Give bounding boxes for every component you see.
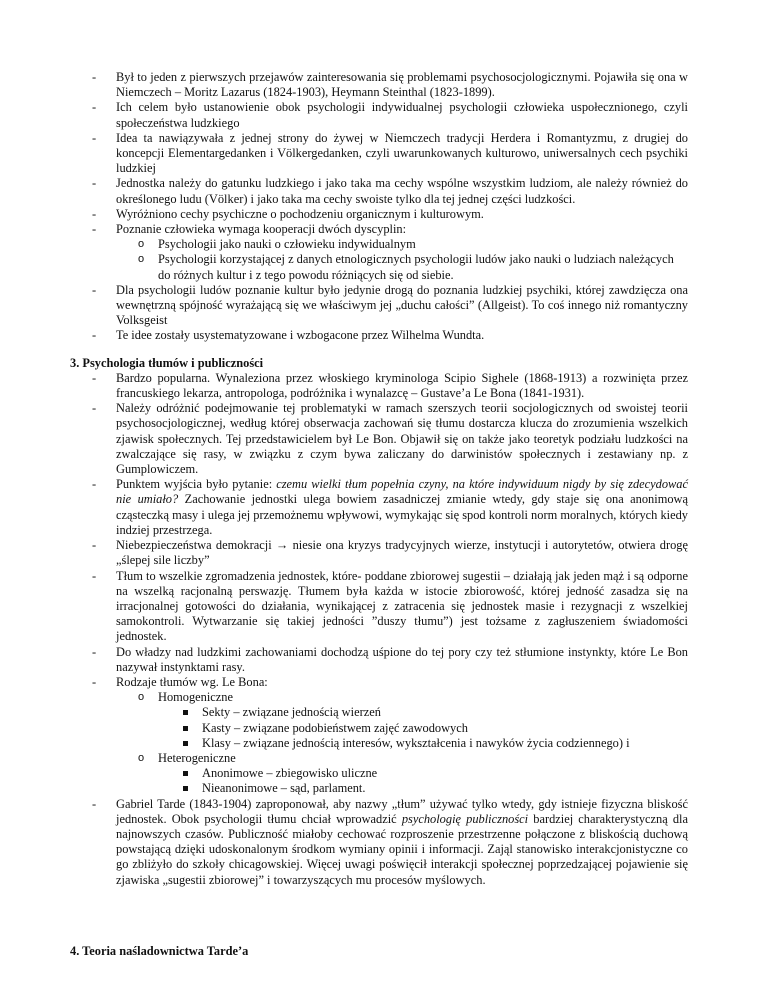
sub-list-item-text: Psychologii korzystającej z danych etnologicznych psychologii ludów jako nauki o ludziach należących do różnych kultur i z tego powodu różniących się od siebie.: [158, 252, 674, 282]
list-item-text: Jednostka należy do gatunku ludzkiego i jako taka ma cechy wspólne wszystkim ludziom, ale należy również do określonego ludu (Völker) i jako taka ma cechy swoiste tylko dla tej jednej części ludzkości.: [116, 176, 688, 206]
list-item-text: Należy odróżnić podejmowanie tej problematyki w ramach szerszych teorii socjologicznych od swoistej teorii psychosocjologicznej, według której obserwacja zachowań się tłumu dostarcza klucza do zrozumienia wszelkich zjawisk społecznych. Tej przedstawicielem był Le Bon. Objawił się on także jako teoretyk podziału ludzkości na zwalczające się rasy, w związku z czym bywa zaliczany do darwinistów społecznych i zestawiany np. z Gumplowiczem.: [116, 401, 688, 477]
list-item: [70, 100, 688, 130]
circle-bullet: o: [138, 691, 145, 704]
square-list-item-text: Sekty – związane jednością wierzeń: [202, 705, 381, 720]
dash-bullet: -: [92, 70, 97, 84]
dash-bullet: -: [92, 477, 97, 492]
dash-bullet: -: [92, 538, 97, 553]
list-item-text: Bardzo popularna. Wynaleziona przez włoskiego kryminologa Scipio Sighele (1868-1913) a rozwinięta przez francuskiego lekarza, antropologa, podróżnika i wynalazcę – Gustave’a Le Bona (1841-1931).: [116, 370, 688, 401]
list-item-text: Wyróżniono cechy psychiczne o pochodzeniu organicznym i kulturowym.: [116, 206, 484, 221]
dash-bullet: -: [92, 370, 97, 385]
section-4-heading: 4. Teoria naśladownictwa Tarde’a: [70, 943, 249, 958]
square-list-item: [70, 721, 688, 736]
list-item: [70, 328, 688, 343]
dash-bullet: -: [92, 568, 97, 583]
square-list-item-text: Nieanonimowe – sąd, parlament.: [202, 781, 366, 796]
list-item-text: Rodzaje tłumów wg. Le Bona:: [116, 674, 268, 689]
square-bullet-icon: [183, 786, 188, 791]
list-item-text-end: bardziej charakterystyczną dla najnowszych czasów. Publiczność miałoby cechować rozproszenie przestrzenne połączone z bliskością duchową powstającą dzięki udoskonalonym środkom wymiany opinii i informacji. Zająl stanowisko interakcjonistyczne co go zbliżyło do szkoły chicagowskiej. Więcej uwagi poświęcił interakcji społecznej poprzedzającej pojawienie się zjawiska „sugestii zbiorowej” i towarzyszących mu procesów myślowych.: [116, 811, 688, 887]
list-item: [70, 477, 688, 538]
list-item: [70, 645, 688, 675]
dash-bullet: -: [92, 674, 97, 689]
list-item: [70, 70, 688, 100]
square-list-item: [70, 705, 688, 720]
italic-term: psychologię publiczności: [401, 811, 529, 826]
sub-list-item: [70, 237, 688, 252]
list-item: [70, 675, 688, 690]
list-item: [70, 131, 688, 177]
square-bullet-icon: [183, 741, 188, 746]
italic-question: czemu wielki tłum popełnia czyny, na które indywiduum nigdy by się zdecydować nie umiało?: [116, 477, 688, 507]
dash-bullet: -: [92, 282, 97, 297]
dash-bullet: -: [92, 222, 97, 237]
list-item-text-end: niesie ona kryzys tradycyjnych wierze, instytucji i autorytetów, otwiera drogę „ślepej sile liczby”: [116, 538, 689, 568]
square-list-item: [70, 736, 688, 751]
circle-bullet: o: [138, 238, 145, 251]
sub-list-item-text: Heterogeniczne: [158, 750, 236, 765]
list-item: [70, 569, 688, 645]
section-2-list: [70, 70, 688, 344]
list-item-text: Był to jeden z pierwszych przejawów zainteresowania się problemami psychosocjologicznymi. Pojawiła się ona w Niemczech – Moritz Lazarus (1824-1903), Heymann Steinthal (1823-1899).: [116, 70, 688, 100]
list-item-text: Do władzy nad ludzkimi zachowaniami dochodzą uśpione do tej pory czy też stłumione instynkty, które Le Bon nazywał instynktami rasy.: [116, 644, 688, 674]
square-list-item: [70, 781, 688, 796]
spacer: [70, 888, 688, 932]
list-item-text-end: Zachowanie jednostki ulega bowiem zasadniczej zmianie wtedy, gdy staje się ona anonimową cząsteczką masy i ulega jej przemożnemu wpływowi, wymykając się spod kontroli norm moralnych, których kiedy indziej przestrzega.: [116, 492, 688, 537]
dash-bullet: -: [92, 176, 97, 191]
square-list-item: [70, 766, 688, 781]
list-item: [70, 176, 688, 206]
dash-bullet: -: [92, 328, 97, 343]
square-list-item-text: Klasy – związane jednością interesów, wykształcenia i nawyków życia codziennego) i: [202, 735, 630, 750]
sub-list-item: [70, 252, 688, 282]
list-item-text: Te idee zostały usystematyzowane i wzbogacone przez Wilhelma Wundta.: [116, 328, 485, 343]
dash-bullet: -: [92, 796, 97, 811]
dash-bullet: -: [92, 100, 97, 115]
list-item: [70, 283, 688, 329]
dash-bullet: -: [92, 206, 97, 221]
list-item-text: Poznanie człowieka wymaga kooperacji dwóch dyscyplin:: [116, 222, 407, 237]
section-3-list: [70, 371, 688, 888]
square-list-item-text: Anonimowe – zbiegowisko uliczne: [202, 766, 378, 781]
list-item: [70, 401, 688, 477]
square-bullet-icon: [183, 726, 188, 731]
sub-list-item: [70, 690, 688, 705]
list-item-text-start: Niebezpieczeństwa demokracji: [116, 538, 276, 553]
list-item-text: Idea ta nawiązywała z jednej strony do żywej w Niemczech tradycji Herdera i Romantyzmu, z drugiej do koncepcji Elementargedanken i Völkergedanken, czyli uwarunkowanych kulturowo, uniwersalnych cech psychiki ludzkiej: [116, 130, 688, 176]
square-bullet-icon: [183, 771, 188, 776]
list-item: [70, 222, 688, 237]
dash-bullet: -: [92, 130, 97, 145]
list-item-text: Ich celem było ustanowienie obok psychologii indywidualnej psychologii człowieka uspołecznionego, czyli społeczeństwa ludzkiego: [116, 100, 688, 130]
sub-list-item-text: Psychologii jako nauki o człowieku indywidualnym: [158, 237, 416, 252]
list-item: [70, 797, 688, 888]
circle-bullet: o: [138, 751, 145, 764]
dash-bullet: -: [92, 401, 97, 416]
circle-bullet: o: [138, 253, 145, 266]
list-item-text: Dla psychologii ludów poznanie kultur było jedynie drogą do poznania ludzkiej psychiki, której zawdzięcza ona wewnętrzną spójność wyrażającą się we właściwym jej „duchu całości” (Allgeist). To coś innego niż romantyczny Volksgeist: [116, 282, 688, 328]
dash-bullet: -: [92, 644, 97, 659]
square-bullet-icon: [183, 710, 188, 715]
list-item-text: Tłum to wszelkie zgromadzenia jednostek, które- poddane zbiorowej sugestii – działają jak jeden mąż i są odporne na wszelką racjonalną perswazję. Tłumem była każda w istocie zbiorowość, której jedność zasadza się na irracjonalnej gotowości do działania, wynikającej z zatracenia się jednostek masie i rezygnacji z wszelkiej samokontroli. Wytwarzanie się takiej jedności ”duszy tłumu”) jest tożsame z zagłuszeniem świadomości jednostek.: [116, 568, 688, 644]
sub-list-item-text: Homogeniczne: [158, 690, 234, 705]
list-item-text-start: Gabriel Tarde (1843-1904) zaproponował, aby nazwy „tłum” używać tylko wtedy, gdy istnieje fizyczna bliskość jednostek. Obok psychologii tłumu chciał wprowadzić: [116, 796, 688, 826]
list-item-text-start: Punktem wyjścia było pytanie:: [116, 477, 277, 492]
square-list-item-text: Kasty – związane podobieństwem zajęć zawodowych: [202, 720, 468, 735]
list-item: [70, 207, 688, 222]
list-item: [70, 371, 688, 401]
sub-list-item: [70, 751, 688, 766]
list-item: [70, 538, 688, 568]
section-3-heading: 3. Psychologia tłumów i publiczności: [70, 355, 264, 370]
arrow-icon: →: [275, 538, 289, 553]
